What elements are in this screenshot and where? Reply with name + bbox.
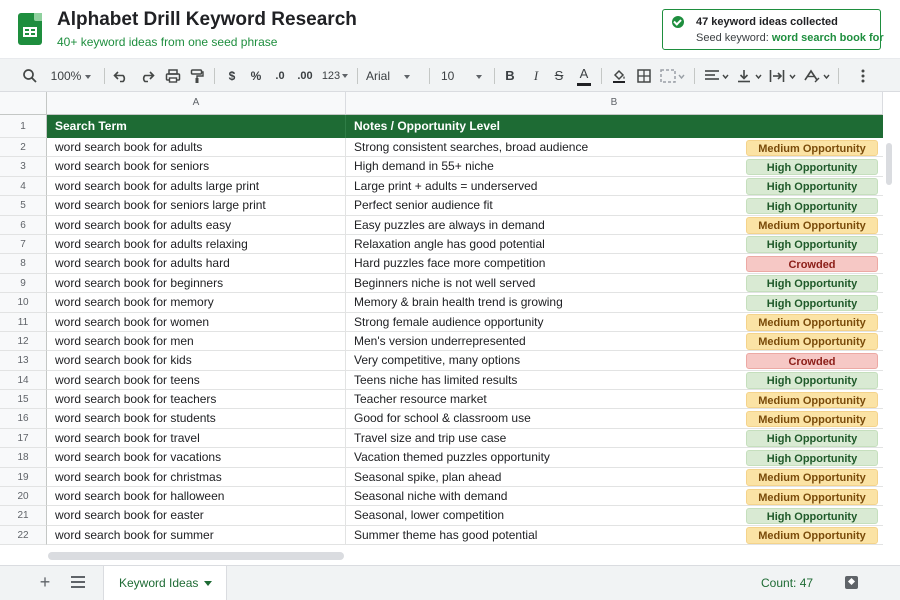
font-family-select[interactable] (366, 59, 422, 93)
search-term-cell[interactable]: word search book for adults hard (47, 254, 346, 273)
notes-cell[interactable]: Large print + adults = underserved (354, 178, 538, 193)
row-number[interactable]: 16 (0, 409, 47, 428)
row-number[interactable]: 15 (0, 390, 47, 409)
horizontal-scrollbar[interactable] (48, 552, 344, 560)
notes-cell[interactable]: Hard puzzles face more competition (354, 256, 546, 271)
search-term-cell[interactable]: word search book for easter (47, 506, 346, 525)
vertical-align-icon[interactable] (737, 69, 763, 83)
search-term-cell[interactable]: word search book for teens (47, 371, 346, 390)
toolbar (0, 58, 900, 92)
explore-icon[interactable] (845, 576, 858, 589)
search-term-cell[interactable]: word search book for adults easy (47, 216, 346, 235)
table-row (47, 138, 883, 157)
search-term-cell[interactable]: word search book for women (47, 313, 346, 332)
table-row (47, 351, 883, 370)
sheet-tab-label: Keyword Ideas (119, 576, 199, 590)
row-number[interactable]: 22 (0, 526, 47, 545)
notes-cell[interactable]: Very competitive, many options (354, 353, 521, 368)
sheet-tab-chevron-down-icon[interactable] (204, 581, 212, 586)
column-header-a[interactable]: A (47, 92, 346, 115)
row-number[interactable]: 12 (0, 332, 47, 351)
row-number[interactable]: 19 (0, 468, 47, 487)
opportunity-badge: High Opportunity (746, 508, 878, 525)
notes-cell[interactable]: Seasonal spike, plan ahead (354, 469, 502, 484)
search-term-cell[interactable]: word search book for christmas (47, 468, 346, 487)
document-title[interactable]: Alphabet Drill Keyword Research (57, 9, 357, 30)
opportunity-badge: Medium Opportunity (746, 527, 878, 544)
font-size-select[interactable] (441, 59, 487, 93)
row-number[interactable]: 10 (0, 293, 47, 312)
table-row (47, 448, 883, 467)
italic-button[interactable]: I (533, 68, 539, 83)
notes-cell[interactable]: Teens niche has limited results (354, 372, 518, 387)
row-number[interactable]: 7 (0, 235, 47, 254)
sheet-grid (47, 115, 883, 545)
vertical-scrollbar[interactable] (884, 140, 894, 570)
notes-cell[interactable]: Easy puzzles are always in demand (354, 217, 545, 232)
opportunity-badge: High Opportunity (746, 450, 878, 467)
merge-cells-icon[interactable] (660, 69, 686, 83)
notes-cell[interactable]: Relaxation angle has good potential (354, 236, 545, 251)
search-term-cell[interactable]: word search book for halloween (47, 487, 346, 506)
strikethrough-button[interactable]: S (554, 68, 564, 83)
row-number[interactable]: 1 (0, 115, 47, 138)
increase-decimal-button[interactable]: .00 (297, 70, 313, 82)
table-row (47, 526, 883, 545)
row-number[interactable]: 21 (0, 506, 47, 525)
search-term-cell[interactable]: word search book for seniors large print (47, 196, 346, 215)
row-number[interactable]: 20 (0, 487, 47, 506)
search-term-cell[interactable]: word search book for travel (47, 429, 346, 448)
check-circle-icon (672, 16, 684, 28)
opportunity-badge: Medium Opportunity (746, 411, 878, 428)
number-format-label: 123 (321, 70, 341, 82)
search-term-cell[interactable]: word search book for vacations (47, 448, 346, 467)
search-term-cell[interactable]: word search book for men (47, 332, 346, 351)
sheet-tab-keyword-ideas[interactable] (103, 566, 227, 600)
opportunity-badge: Medium Opportunity (746, 392, 878, 409)
search-term-cell[interactable]: word search book for kids (47, 351, 346, 370)
table-row (47, 196, 883, 215)
fill-color-icon[interactable] (612, 69, 628, 83)
opportunity-badge: Medium Opportunity (746, 140, 878, 157)
column-header-b[interactable]: B (346, 92, 883, 115)
opportunity-badge: High Opportunity (746, 372, 878, 389)
redo-icon[interactable] (139, 69, 155, 83)
print-icon[interactable] (165, 69, 181, 83)
text-color-button[interactable] (576, 59, 592, 93)
row-number[interactable]: 17 (0, 429, 47, 448)
opportunity-badge: High Opportunity (746, 295, 878, 312)
table-header-row (47, 115, 883, 138)
notes-cell[interactable]: Teacher resource market (354, 392, 487, 407)
font-family-value: Arial (366, 69, 391, 83)
table-row (47, 429, 883, 448)
notes-cell[interactable]: Good for school & classroom use (354, 411, 531, 426)
table-row (47, 332, 883, 351)
table-row (47, 274, 883, 293)
opportunity-badge: High Opportunity (746, 236, 878, 253)
search-term-cell[interactable]: word search book for adults (47, 138, 346, 157)
opportunity-badge: Crowded (746, 256, 878, 273)
opportunity-badge: High Opportunity (746, 178, 878, 195)
notes-cell[interactable]: Travel size and trip use case (354, 430, 507, 445)
search-term-cell[interactable]: word search book for adults large print (47, 177, 346, 196)
row-number[interactable]: 8 (0, 254, 47, 273)
table-row (47, 468, 883, 487)
notes-cell[interactable]: High demand in 55+ niche (354, 159, 494, 174)
table-row (47, 371, 883, 390)
search-term-cell[interactable]: word search book for adults relaxing (47, 235, 346, 254)
document-subtitle: 40+ keyword ideas from one seed phrase (57, 35, 278, 49)
notes-cell[interactable]: Perfect senior audience fit (354, 198, 493, 213)
row-number[interactable]: 13 (0, 351, 47, 370)
table-row (47, 216, 883, 235)
notes-cell[interactable]: Beginners niche is not well served (354, 275, 536, 290)
opportunity-badge: Medium Opportunity (746, 469, 878, 486)
notes-cell[interactable]: Memory & brain health trend is growing (354, 295, 563, 310)
text-rotation-icon[interactable] (803, 69, 831, 83)
notes-cell[interactable]: Vacation themed puzzles opportunity (354, 450, 550, 465)
opportunity-badge: High Opportunity (746, 430, 878, 447)
app-header (0, 0, 900, 58)
toast-seed (696, 32, 884, 44)
row-number[interactable]: 9 (0, 274, 47, 293)
opportunity-badge: Medium Opportunity (746, 489, 878, 506)
notes-cell[interactable]: Strong consistent searches, broad audience (354, 140, 589, 154)
notes-cell[interactable]: Seasonal niche with demand (354, 489, 508, 504)
currency-format-button[interactable]: $ (228, 69, 236, 83)
notes-cell[interactable]: Seasonal, lower competition (354, 508, 505, 523)
paint-format-icon[interactable] (190, 69, 204, 83)
table-row (47, 409, 883, 428)
opportunity-badge: Medium Opportunity (746, 217, 878, 234)
seed-value: word search book for (771, 32, 884, 44)
opportunity-badge: High Opportunity (746, 159, 878, 176)
add-sheet-plus-icon[interactable]: + (39, 572, 51, 592)
row-number[interactable]: 4 (0, 177, 47, 196)
row-number[interactable]: 14 (0, 371, 47, 390)
search-term-cell[interactable]: word search book for seniors (47, 157, 346, 176)
table-row (47, 177, 883, 196)
table-row (47, 157, 883, 176)
row-number-column (0, 115, 47, 545)
search-menus-icon[interactable] (22, 68, 38, 84)
percent-format-button[interactable]: % (250, 69, 262, 83)
sheet-tabs-bar (0, 565, 900, 600)
select-all-corner[interactable] (0, 92, 47, 115)
header-cell-search-term[interactable]: Search Term (47, 115, 346, 138)
zoom-select[interactable] (47, 59, 95, 93)
table-row (47, 487, 883, 506)
opportunity-badge: Medium Opportunity (746, 333, 878, 350)
text-wrapping-icon[interactable] (769, 69, 797, 83)
opportunity-badge: Medium Opportunity (746, 314, 878, 331)
row-number[interactable]: 5 (0, 196, 47, 215)
notes-cell[interactable]: Strong female audience opportunity (354, 314, 544, 329)
sheets-logo-icon[interactable] (18, 13, 42, 45)
horizontal-align-icon[interactable] (704, 69, 730, 83)
more-options-icon[interactable] (859, 69, 867, 83)
table-row (47, 506, 883, 525)
notes-cell[interactable]: Men's version underrepresented (354, 333, 526, 348)
table-row (47, 293, 883, 312)
decrease-decimal-button[interactable]: .0 (275, 70, 285, 82)
table-row (47, 235, 883, 254)
zoom-value: 100% (50, 69, 82, 83)
toast-message: 47 keyword ideas collected (696, 16, 838, 28)
vertical-scroll-thumb[interactable] (886, 143, 892, 185)
table-row (47, 254, 883, 273)
undo-icon[interactable] (113, 69, 129, 83)
search-term-cell[interactable]: word search book for summer (47, 526, 346, 545)
font-size-value: 10 (441, 69, 455, 83)
notes-cell[interactable]: Summer theme has good potential (354, 527, 538, 542)
borders-icon[interactable] (637, 69, 651, 83)
table-row (47, 390, 883, 409)
selection-count[interactable]: Count: 47 (761, 576, 814, 590)
opportunity-badge: High Opportunity (746, 275, 878, 292)
header-cell-notes[interactable]: Notes / Opportunity Level (354, 119, 501, 133)
bold-button[interactable]: B (505, 68, 515, 83)
row-number[interactable]: 18 (0, 448, 47, 467)
search-term-cell[interactable]: word search book for students (47, 409, 346, 428)
row-number[interactable]: 6 (0, 216, 47, 235)
number-format-select[interactable] (320, 59, 350, 93)
seed-label: Seed keyword: (696, 32, 769, 44)
all-sheets-menu-icon[interactable] (71, 576, 85, 588)
row-number[interactable]: 2 (0, 138, 47, 157)
row-number[interactable]: 3 (0, 157, 47, 176)
opportunity-badge: High Opportunity (746, 198, 878, 215)
search-term-cell[interactable]: word search book for beginners (47, 274, 346, 293)
status-toast (662, 9, 884, 50)
search-term-cell[interactable]: word search book for teachers (47, 390, 346, 409)
table-row (47, 313, 883, 332)
search-term-cell[interactable]: word search book for memory (47, 293, 346, 312)
row-number[interactable]: 11 (0, 313, 47, 332)
opportunity-badge: Crowded (746, 353, 878, 370)
text-color-glyph: A (579, 66, 589, 81)
